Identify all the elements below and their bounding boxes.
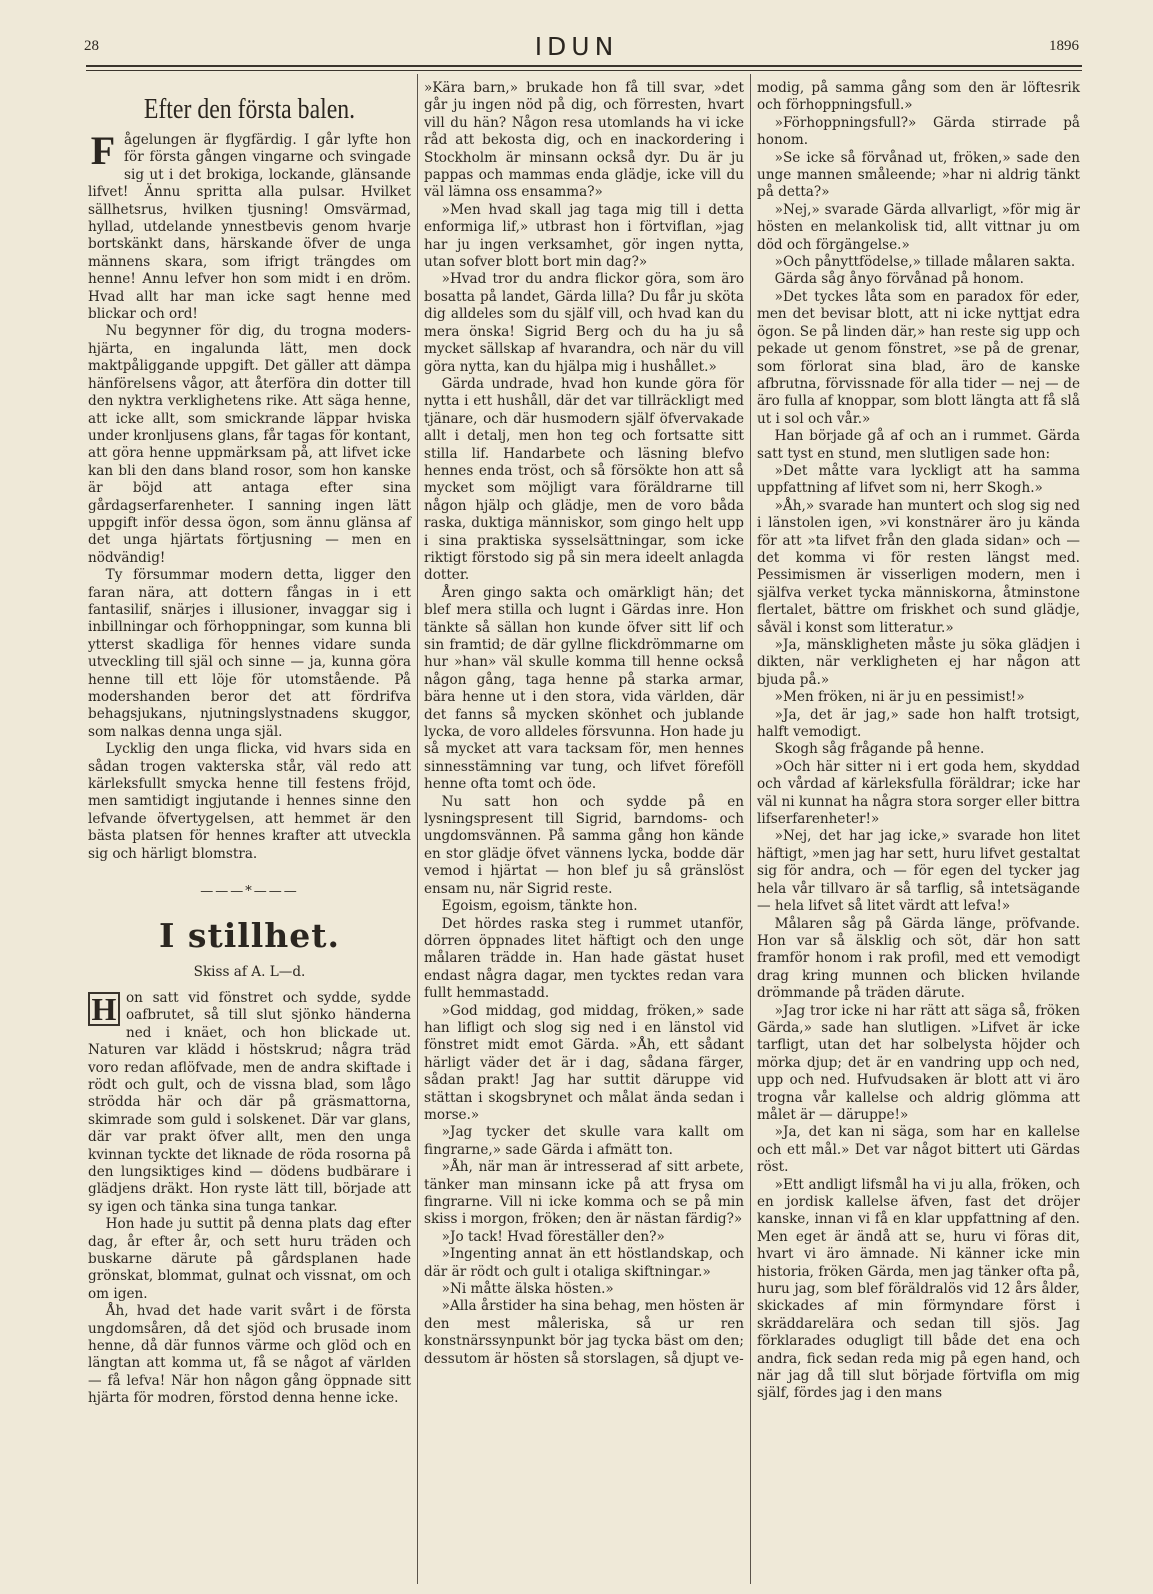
paragraph: Gärda såg ånyo förvånad på honom.: [774, 271, 1025, 288]
column-2: [424, 80, 744, 1368]
paragraph: Det hördes raska steg i rummet utanför, dörren öppnades litet häftigt och den unge målaren trädde in. Han hade gästat huset endast några dagar, men tycktes redan vara fullt hemmastadd.: [424, 915, 744, 1002]
paragraph: Åren gingo sakta och omärkligt hän; det blef mera stilla och lugnt i Gärdas inre. Hon tänkte så sällan hon kunde öfver sitt lif och sin framtid; de där gyllne flickdrömmarne om hur »han» väl skulle komma till henne också någon gång, taga henne på starka armar, bära henne ut i den stora, vida världen, där det fanns så mycken skönhet och jublande lycka, de voro alldeles försvunna. Hon hade ju så mycket att vara tacksam för, men hennes sinnesstämning var tung, och lifvet föreföll henne ofta tomt och öde.: [424, 584, 744, 793]
paragraph: Nu begynner för dig, du trogna moders-hjärta, en ingalunda lätt, men dock maktpåliggande uppgift. Det gäller att dämpa hänförelsens vågor, att återföra din dotter till den nyktra verklighetens rike. Att säga henne, att icke allt, som smickrande läppar hviska under kronljusens glans, får tagas för kontant, att göra henne uppmärksam på, att lifvet icke kan bli den dans bland rosor, som hon kanske är böjd att antaga efter sina gårdagserfarenheter. I sanning ingen lätt uppgift inför dessa ögon, som ännu glänsa af det unga hjärtats förtjusning — men en nödvändig!: [88, 323, 411, 566]
masthead-year: 1896: [1049, 38, 1079, 54]
drop-cap: F: [90, 128, 116, 173]
paragraph: »Ja, det är jag,» sade hon halft trotsigt, halft vemodigt.: [757, 706, 1080, 741]
paragraph-text: ågelungen är flygfärdig. I går lyfte hon för första gången vingarne och svingade sig ut i det brokiga, lockande, glänsande lifvet! Ännu spritta alla pulsar. Hvilket sällhetsrus, hvilken tjusning! Omsvärmad, hyllad, utdelande ynnestbevis genom hvarje bortskänkt dans, härskande öfver de unga männens skara, som ifrigt trängdes om henne! Annu lefver hon som midt i en dröm. Hvad allt har man icke sagt henne med blickar och ord!: [88, 132, 411, 323]
section-divider: ———*———: [200, 884, 299, 900]
paragraph: Gärda undrade, hvad hon kunde göra för nytta i ett hushåll, där det var tillräckligt med tjänare, och där husmodern själf öfvervakade allt i detalj, men hon teg och fortsatte sitt stilla lif. Handarbete och läsning blefvo hennes enda tröst, och så försökte hon att så mycket som möjligt vara föräldrarne till någon hjälp och glädje, men de voro båda raska, duktiga människor, som gingo helt upp i sina praktiska sysselsättningar, som icke riktigt förstodo sig på sin mera ideelt anlagda dotter.: [424, 375, 744, 584]
paragraph: »God middag, god middag, fröken,» sade han lifligt och slog sig ned i en länstol vid fönstret midt emot Gärda. »Åh, ett sådant härligt väder det är i dag, sådana färger, sådan prakt! Jag har suttit däruppe vid stättan i skogsbrynet och målat ända sedan i morse.»: [424, 1002, 744, 1123]
column-separator-2: [750, 74, 751, 1584]
paragraph: »Kära barn,» brukade hon få till svar, »det går ju ingen nöd på dig, och förresten, hvart vill du hän? Någon resa utomlands ha vi icke råd att bekosta dig, och en inackordering i Stockholm är minsann också dyr. Du är ju pappas och mammas enda glädje, icke vill du väl lämna oss ensamma?»: [424, 80, 744, 201]
paragraph-text: on satt vid fönstret och sydde, sydde oafbrutet, så till slut sjönko händerna ned i knäet, och hon blickade ut. Naturen var klädd i höstskrud; några träd voro redan aflöfvade, men de andra skiftade i rödt och gult, och de vissna blad, som lågo strödda här och där på gräsmattorna, skimrade som guld i solskenet. Där var glans, där var prakt öfver allt, men den unga kvinnan tyckte det liknade de röda rosorna på den lungsiktiges kind — dödens budbärare i glädjens dräkt. Hon ryste lätt till, började att sy igen och tänka sina tunga tankar.: [88, 989, 411, 1215]
column-1: [88, 80, 411, 1408]
article-title-balen: Efter den första balen.: [143, 93, 356, 125]
paragraph: »Det tyckes låta som en paradox för eder, men det bevisar blott, att ni icke nyttjat edra ögon. Se på linden där,» han reste sig upp och pekade ut genom fönstret, »se på de grenar, som förlorat sina blad, äro de kanske afbrutna, förvissnade för alla tider — nej — de äro fulla af knoppar, som blott längta att få slå ut i sol och vår.»: [757, 288, 1080, 427]
paragraph: »Ingenting annat än ett höstlandskap, och där är rödt och gult i otaliga skiftningar.»: [424, 1246, 744, 1280]
paragraph: »Förhoppningsfull?» Gärda stirrade på honom.: [757, 114, 1080, 149]
paragraph: »Jo tack! Hvad föreställer den?»: [441, 1228, 665, 1245]
paragraph: Skogh såg frågande på henne.: [774, 741, 985, 758]
paragraph: »Och här sitter ni i ert goda hem, skyddad och vårdad af kärleksfulla föräldrar; icke har väl ni kunnat ha några stora sorger eller bittra lifserfarenheter!»: [757, 758, 1080, 828]
header-rule-thick: [86, 65, 1082, 67]
paragraph: »Hvad tror du andra flickor göra, som äro bosatta på landet, Gärda lilla? Du får ju sköta dig alldeles som du själf vill, och hvad kan du mera önska! Sigrid Berg och du ha ju så mycket sällskap af hvarandra, och när du vill göra nytta, kan du hjälpa mig i hushållet.»: [424, 271, 744, 375]
paragraph: Han började gå af och an i rummet. Gärda satt tyst en stund, men slutligen sade hon:: [757, 428, 1080, 462]
paragraph: Åh, hvad det hade varit svårt i de första ungdomsåren, då det sjöd och brusade inom henne, då där funnos värme och glöd och en längtan att komma ut, få se något af världen — få lefva! När hon någon gång öppnade sitt hjärta för modren, förstod denna henne icke.: [88, 1303, 411, 1407]
paragraph: »Nej,» svarade Gärda allvarligt, »för mig är hösten en melankolisk tid, allt vittnar ju om död och förgängelse.»: [757, 201, 1080, 253]
paragraph: »Se icke så förvånad ut, fröken,» sade den unge mannen småleende; »har ni aldrig tänkt på detta?»: [757, 149, 1080, 201]
paragraph: »Åh, när man är intresserad af sitt arbete, tänker man minsann icke på att frysa om fingrarne. Vill ni icke komma och se på min skiss i morgon, fröken; den är nästan färdig?»: [424, 1159, 744, 1228]
paragraph: »Jag tycker det skulle vara kallt om fingrarne,» sade Gärda i afmätt ton.: [424, 1124, 744, 1158]
paragraph: »Jag tror icke ni har rätt att säga så, fröken Gärda,» sade han slutligen. »Lifvet är icke tarfligt, utan det har solbelysta höjder och mörka djup; det är en vandring upp och ned, upp och ned. Hufvudsaken är blott att vi äro trogna vår kallelse och aldrig glömma att målet är — däruppe!»: [757, 1002, 1080, 1123]
paragraph: [88, 990, 411, 1216]
column-separator-1: [417, 74, 418, 1584]
paragraph: »Alla årstider ha sina behag, men hösten är den mest måleriska, så ur ren konstnärssynpunkt bör jag tycka bäst om den; dessutom är hösten så storslagen, så djupt ve-: [424, 1298, 744, 1367]
drop-cap-ornate: H: [88, 992, 120, 1026]
paragraph: »Det måtte vara lyckligt att ha samma uppfattning af lifvet som ni, herr Skogh.»: [757, 462, 1080, 497]
header-rule-thin: [86, 70, 1082, 71]
column-3: [757, 80, 1080, 1403]
paragraph: »Ja, mänskligheten måste ju söka glädjen i dikten, när verkligheten ej har någon att bjuda på.»: [757, 637, 1080, 688]
paragraph: »Ja, det kan ni säga, som har en kallelse och ett mål.» Det var något bittert uti Gärdas röst.: [757, 1124, 1080, 1176]
paragraph: »Men fröken, ni är ju en pessimist!»: [774, 689, 1025, 706]
paragraph: modig, på samma gång som den är löftesrik och förhoppningsfull.»: [757, 80, 1080, 114]
paragraph: Egoism, egoism, tänkte hon.: [441, 898, 638, 915]
byline: Skiss af A. L—d.: [193, 964, 306, 981]
masthead-title: IDUN: [534, 32, 619, 61]
article-title-stillhet: I stillhet.: [158, 916, 341, 956]
paragraph: Ty försummar modern detta, ligger den faran nära, att dottern fångas in i ett fantasilif, snärjes i illusioner, invaggar sig i inbillningar och förhoppningar, som kunna bli ytterst skadliga för hennes vidare sunda utveckling till själ och sinne — ja, kunna göra henne till ett löje för utomstående. På modershanden beror det att fördrifva behagsjukans, njutningslystnadens skuggor, som nalkas denna unga själ.: [88, 567, 411, 740]
paragraph: »Ni måtte älska hösten.»: [441, 1281, 614, 1298]
paragraph: Lycklig den unga flicka, vid hvars sida en sådan trogen vakterska står, väl redo att kärleksfullt smycka henne till festens fröjd, men samtidigt ingjutande i hennes sinne den lefvande öfvertygelsen, att hemmet är den bästa platsen för hennes krafter att utveckla sig och härligt blomstra.: [88, 741, 411, 862]
paragraph: [88, 128, 411, 323]
paragraph: »Och pånyttfödelse,» tillade målaren sakta.: [774, 254, 1076, 271]
paragraph: »Ett andligt lifsmål ha vi ju alla, fröken, och en jordisk kallelse äfven, fast det dröjer kanske, innan vi få en klar uppfattning af den. Men eget är ändå att se, huru vi föras dit, hvart vi äro ämnade. Ni känner icke min historia, fröken Gärda, men jag tänker ofta på, huru jag, som blef föräldralös vid 12 års ålder, skickades af min förmyndare först i skräddarelära och sedan till sjös. Jag förklarades odugligt till både det ena och andra, fick sedan reda mig på egen hand, och när jag då till slut började förtvifla om mig själf, fördes jag i den mans: [757, 1176, 1080, 1402]
paragraph: »Men hvad skall jag taga mig till i detta enformiga lif,» utbrast hon i förtviflan, »jag har ju ingen verksamhet, gör ingen nytta, utan sofver blott bort min dag?»: [424, 201, 744, 271]
paragraph: Målaren såg på Gärda länge, pröfvande. Hon var så älsklig och söt, där hon satt framför honom i rak profil, med ett vemodigt drag kring munnen och blicken hvilande drömmande på träden därute.: [757, 915, 1080, 1002]
page-number: 28: [84, 38, 99, 54]
paragraph: Nu satt hon och sydde på en lysningspresent till Sigrid, barndoms- och ungdomsvännen. På samma gång hon kände en stor glädje öfvet vännens lycka, bodde där vemod i hjärtat — hon blef ju så gränslöst ensam nu, när Sigrid reste.: [424, 793, 744, 897]
paragraph: »Åh,» svarade han muntert och slog sig ned i länstolen igen, »vi konstnärer äro ju kända för att »ta lifvet från den glada sidan» och — det komma vi för resten längst med. Pessimismen är visserligen modern, men i själfva verket tycka människorna, åtminstone flertalet, bättre om friskhet och sund glädje, såväl i konst som litteratur.»: [757, 497, 1080, 636]
paragraph: »Nej, det har jag icke,» svarade hon litet häftigt, »men jag har sett, huru lifvet gestaltat sig för andra, och — för egen del tycker jag hela vår tillvaro är så tarflig, så intetsägande — hela lifvet så litet värdt att lefva!»: [757, 828, 1080, 915]
paragraph: Hon hade ju suttit på denna plats dag efter dag, år efter år, och sett huru träden och buskarne därute på gårdsplanen hade grönskat, blommat, gulnat och vissnat, om och om igen.: [88, 1216, 411, 1302]
